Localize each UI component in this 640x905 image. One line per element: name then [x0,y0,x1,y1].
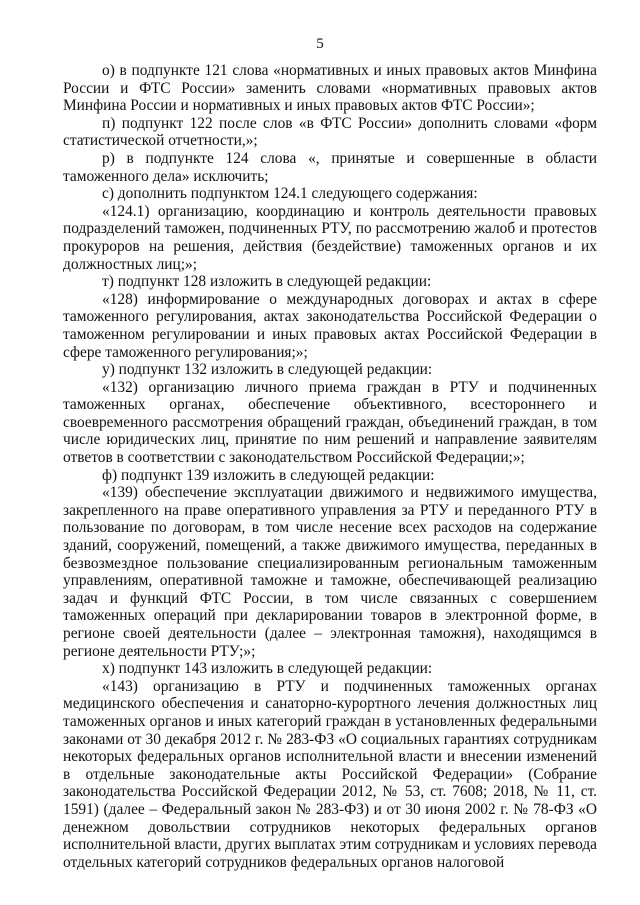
paragraph-item-t: т) подпункт 128 изложить в следующей редакции: [102,273,432,291]
paragraph-item-u: у) подпункт 132 изложить в следующей редакции: [102,361,433,379]
paragraph-quote-143: «143) организацию в РТУ и подчиненных таможенных органах медицинского обеспечения и санаторно-курортного лечения должностных лиц таможенных органов и иных категорий граждан в установленных федеральными законами от 30 декабря 2012 г. № 283-ФЗ «О социальных гарантиях сотрудникам некоторых федеральных органов исполнительной власти и внесении изменений в отдельные законодательные акты Российской Федерации» (Собрание законодательства Российской Федерации 2012, № 53, ст. 7608; 2018, № 11, ст. 1591) (далее – Федеральный закон № 283-ФЗ) и от 30 июня 2002 г. № 78-ФЗ «О денежном довольствии сотрудников некоторых федеральных органов исполнительной власти, других выплатах этим сотрудникам и условиях перевода отдельных категорий сотрудников федеральных органов налоговой [63,677,597,871]
paragraph-item-kh: х) подпункт 143 изложить в следующей редакции: [102,660,433,678]
paragraph-item-s: с) дополнить подпунктом 124.1 следующего содержания: [102,185,478,203]
paragraph-quote-124-1: «124.1) организацию, координацию и контроль деятельности правовых подразделений таможен, подчиненных РТУ, по рассмотрению жалоб и протестов прокуроров на решения, действия (бездействие) таможенных органов и их должностных лиц;»; [63,202,597,273]
paragraph-item-o: о) в подпункте 121 слова «нормативных и иных правовых актов Минфина России и ФТС России» заменить словами «нормативных правовых актов Минфина России и нормативных и иных правовых актов ФТС России»; [63,62,597,115]
page-number: 5 [316,36,324,52]
paragraph-item-f: ф) подпункт 139 изложить в следующей редакции: [102,466,435,484]
paragraph-item-p: п) подпункт 122 после слов «в ФТС России» дополнить словами «форм статистической отчетности,»; [63,114,597,150]
paragraph-item-r: р) в подпункте 124 слова «, принятые и совершенные в области таможенного дела» исключить; [63,149,597,185]
paragraph-quote-139: «139) обеспечение эксплуатации движимого и недвижимого имущества, закрепленного на праве оперативного управления за РТУ и переданного РТУ в пользование по договорам, в том числе несение всех расходов на содержание зданий, сооружений, помещений, а также движимого имущества, переданных в безвозмездное пользование специализированным региональным таможенным управлениям, оперативной таможне и таможне, обеспечивающей реализацию задач и функций ФТС России, в том числе связанных с совершением таможенных операций при декларировании товаров в электронной форме, в регионе своей деятельности (далее – электронная таможня), находящимся в регионе деятельности РТУ;»; [63,484,597,660]
paragraph-quote-128: «128) информирование о международных договорах и актах в сфере таможенного регулирования, актах законодательства Российской Федерации о таможенном регулировании и иных правовых актах Российской Федерации в сфере таможенного регулирования;»; [63,290,597,361]
document-body [63,62,597,871]
paragraph-quote-132: «132) организацию личного приема граждан в РТУ и подчиненных таможенных органах, обеспечение объективного, всестороннего и своевременного рассмотрения обращений граждан, объединений граждан, в том числе юридических лиц, принятие по ним решений и направление заявителям ответов в соответствии с законодательством Российской Федерации;»; [63,378,597,467]
